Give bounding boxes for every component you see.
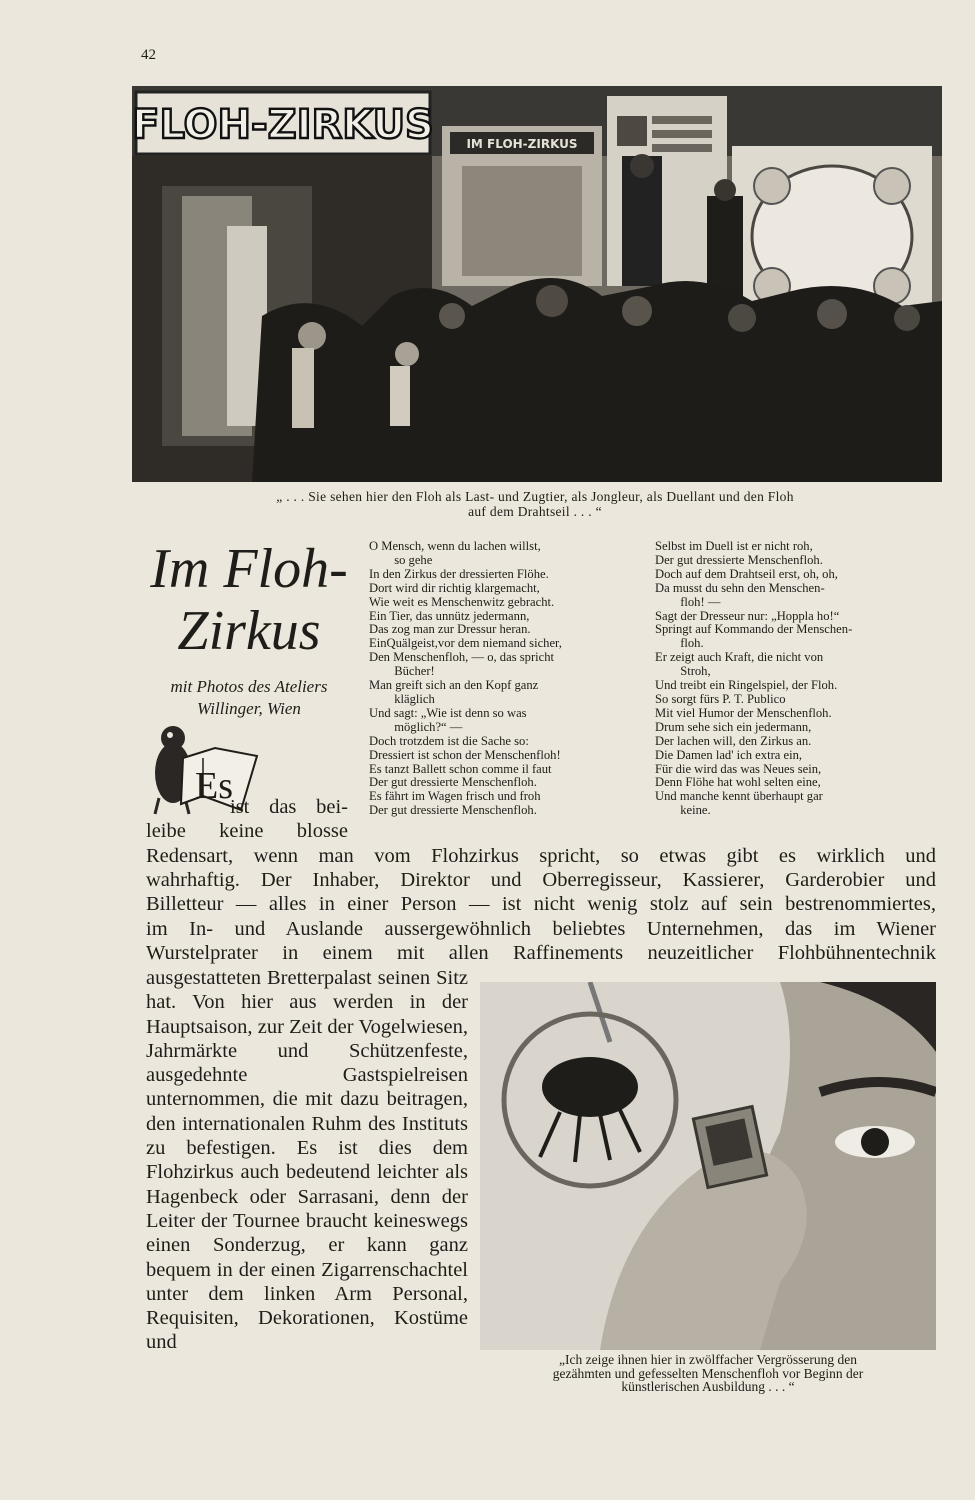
body-line-2: wahrhaftig. Der Inhaber, Direktor und Oberregisseur, Kassierer, Garderobier und <box>146 869 936 891</box>
body-narrow-paragraph: ausgestatteten Bretterpalast seinen Sitz hat. Von hier aus werden in der Hauptsaison, zur Zeit der Vogelwiesen, Jahrmärkte und Schützenfeste, ausgedehnte Gastspielreisen unternommen, die mit dazu beitragen, den internationalen Ruhm des Instituts zu befestigen. Es ist dies dem Flohzirkus auch bedeutend leichter als Hagenbeck oder Sarrasani, denn der Leiter der Tournee braucht keineswegs einen Sonderzug, er kann ganz bequem in der einen Zigarrenschachtel unter dem linken Arm Personal, Requisiten, Dekorationen, Kostüme und <box>146 967 468 1354</box>
bottom-photo-caption-line-1: „Ich zeige ihnen hier in zwölffacher Vergrösserung den <box>558 1352 857 1367</box>
poem-column-1: O Mensch, wenn du lachen willst, so gehe In den Zirkus der dressierten Flöhe. Dort wird dir richtig klargemacht, Wie weit es Menschenwitz gebracht. Ein Tier, das unnütz jedermann, Das zog man zur Dressur heran. EinQuälgeist,vor dem niemand sicher, Den Menschenfloh, — o, das spricht Bücher! Man greift sich an den Kopf ganz kläglich Und sagt: „Wie ist denn so was möglich?“ — Doch trotzdem ist die Sache so: Dressiert ist schon der Menschenfloh! Es tanzt Ballett schon comme il faut Der gut dressierte Menschenfloh. Es fährt im Wagen frisch und froh Der gut dressierte Menschenfloh. <box>369 539 562 818</box>
top-photo-caption-line-2: auf dem Drahtseil . . . “ <box>468 504 602 519</box>
lead-line-2: leibe keine blosse <box>146 820 348 842</box>
top-photo-caption-line-1: „ . . . Sie sehen hier den Floh als Last- und Zugtier, als Jongleur, als Duellant und den Floh <box>276 489 794 504</box>
top-photo-caption <box>150 489 920 519</box>
body-line-1: Redensart, wenn man vom Flohzirkus spricht, so etwas gibt es wirklich und <box>146 845 936 867</box>
bottom-photo-caption-line-2: gezähmten und gefesselten Menschenfloh vor Beginn der <box>552 1365 864 1381</box>
body-narrow-column <box>146 966 468 1355</box>
article-title-line-1: Im Floh- <box>150 538 348 600</box>
floh-zirkus-sign-text: FLOH-ZIRKUS <box>132 102 434 148</box>
body-line-5: Wurstelprater in einem mit allen Raffinements neuzeitlicher Flohbühnentechnik <box>146 942 936 964</box>
article-subtitle <box>138 676 360 720</box>
body-line-4: im In- und Auslande aussergewöhnlich beliebtes Unternehmen, das im Wiener <box>146 918 936 940</box>
bottom-photo-caption <box>480 1353 936 1394</box>
body-line-3: Billetteur — alles in einer Person — ist nicht wenig stolz auf sein bestrenommiertes, <box>146 893 936 915</box>
flea-circus-storefront-photo <box>132 86 942 482</box>
bottom-photo-caption-line-3: künstlerischen Ausbildung . . . “ <box>621 1379 795 1394</box>
poem-column-2: Selbst im Duell ist er nicht roh, Der gut dressierte Menschenfloh. Doch auf dem Drahtseil erst, oh, oh, Da musst du sehn den Menschen- floh! — Sagt der Dresseur nur: „Hoppla ho!“ Springt auf Kommando der Menschen- floh. Er zeigt auch Kraft, die nicht von Stroh, Und treibt ein Ringelspiel, der Floh. So sorgt fürs P. T. Publico Mit viel Humor der Menschenfloh. Drum sehe sich ein jedermann, Der lachen will, den Zirkus an. Die Damen lad' ich extra ein, Für die wird das was Neues sein, Denn Flöhe hat wohl selten eine, Und manche kennt überhaupt gar keine. <box>655 539 853 818</box>
lead-line-1: ist das bei- <box>230 796 348 818</box>
page-number: 42 <box>141 47 156 63</box>
poster-title-text: IM FLOH-ZIRKUS <box>466 137 578 151</box>
article-title-line-2: Zirkus <box>177 600 321 662</box>
magnifier-flea-photo <box>480 982 936 1350</box>
article-subtitle-line-1: mit Photos des Ateliers <box>170 677 328 696</box>
article-subtitle-line-2: Willinger, Wien <box>197 699 301 718</box>
initial-letters: Es <box>195 765 233 807</box>
article-title <box>138 538 360 662</box>
